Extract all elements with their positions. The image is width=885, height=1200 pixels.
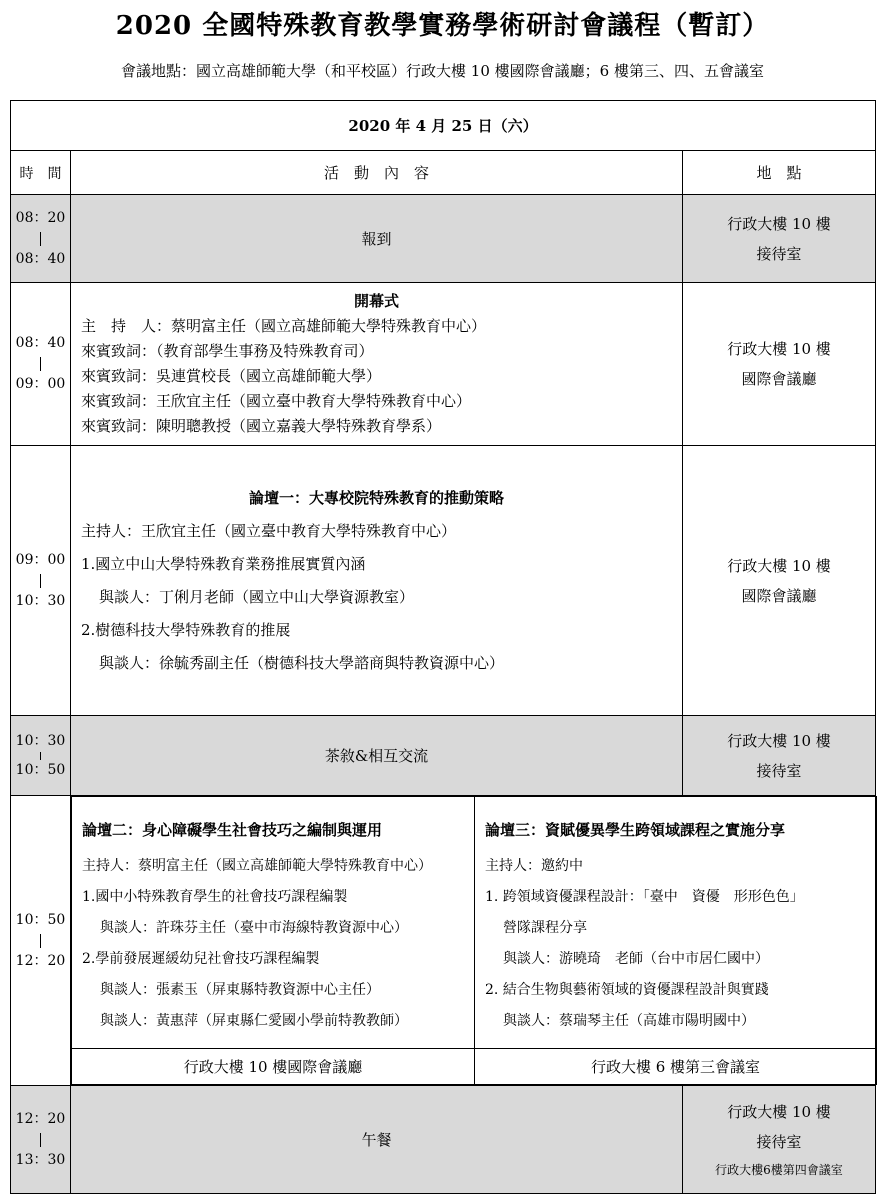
time-end: 13：30: [15, 1151, 66, 1168]
forum1-host: 主持人：王欣宜主任（國立臺中教育大學特殊教育中心）: [81, 521, 457, 540]
row-forums23: [11, 796, 876, 1086]
time-cell: [11, 716, 71, 796]
place-line: 行政大樓 10 樓: [727, 731, 831, 750]
time-start: 09：00: [15, 551, 66, 568]
place-cell: [683, 195, 876, 283]
forum3-block: [475, 797, 877, 1049]
time-start: 08：40: [15, 335, 66, 351]
place-cell: [683, 446, 876, 716]
activity-checkin: 報到: [71, 195, 683, 283]
agenda-table: [10, 100, 876, 1194]
header-place: 地 點: [683, 151, 876, 195]
forum2-panelist: 與談人：張素玉（屏東縣特教資源中心主任）: [100, 981, 380, 998]
time-start: 10：50: [15, 911, 66, 928]
parallel-forums: [71, 796, 876, 1086]
forum2-panelist: 與談人：黃惠萍（屏東縣仁愛國小學前特教教師）: [100, 1012, 408, 1029]
venue-line: 會議地點：國立高雄師範大學（和平校區）行政大樓 10 樓國際會議廳；6 樓第三、四、五會議室: [121, 62, 764, 80]
date-header: 2020 年 4 月 25 日（六）: [11, 101, 876, 151]
time-cell: [11, 283, 71, 446]
forum3-place: 行政大樓 6 樓第三會議室: [475, 1049, 877, 1085]
place-line: 接待室: [756, 761, 802, 780]
forum3-panelist: 與談人：游曉琦 老師（台中市居仁國中）: [503, 950, 769, 967]
place-line: 國際會議廳: [741, 586, 817, 605]
opening-line: 主 持 人：蔡明富主任（國立高雄師範大學特殊教育中心）: [81, 317, 487, 335]
forum3-host: 主持人：邀約中: [485, 857, 583, 874]
time-end: 12：20: [15, 952, 66, 969]
time-start: 12：20: [15, 1110, 66, 1127]
time-cell: [11, 1086, 71, 1194]
place-line: 行政大樓 10 樓: [727, 1102, 831, 1121]
forum1-panelist: 與談人：丁俐月老師（國立中山大學資源教室）: [99, 587, 415, 606]
time-end: 08：40: [15, 250, 66, 267]
forum2-host: 主持人：蔡明富主任（國立高雄師範大學特殊教育中心）: [82, 857, 432, 874]
header-content: 活 動 內 容: [71, 151, 683, 195]
place-cell: [683, 283, 876, 446]
forum1-title: 論壇一：大專校院特殊教育的推動策略: [248, 488, 504, 507]
place-line: 行政大樓 10 樓: [727, 340, 831, 358]
time-end: 10：30: [15, 592, 66, 609]
forum3-topic: 1. 跨領域資優課程設計：「臺中 資優 形形色色」: [485, 888, 804, 905]
opening-line: 來賓致詞：（教育部學生事務及特殊教育司）: [81, 342, 374, 360]
forum2-topic: 1.國中小特殊教育學生的社會技巧課程編製: [82, 888, 348, 905]
forum3-title: 論壇三：資賦優異學生跨領域課程之實施分享: [485, 820, 786, 839]
time-cell: [11, 796, 71, 1086]
activity-forum1: [71, 446, 683, 716]
row-forum1: [11, 446, 876, 716]
forum1-panelist: 與談人：徐毓秀副主任（樹德科技大學諮商與特教資源中心）: [99, 653, 505, 672]
forum1-topic: 2.樹德科技大學特殊教育的推展: [81, 620, 291, 639]
opening-title: 開幕式: [353, 292, 399, 310]
time-cell: [11, 195, 71, 283]
row-lunch: [11, 1086, 876, 1194]
activity-lunch: 午餐: [71, 1086, 683, 1194]
place-line: 行政大樓6樓第四會議室: [715, 1162, 843, 1177]
opening-line: 來賓致詞：陳明聰教授（國立嘉義大學特殊教育學系）: [81, 417, 442, 435]
time-start: 08：20: [15, 209, 66, 226]
place-line: 接待室: [756, 1132, 802, 1151]
opening-line: 來賓致詞：王欣宜主任（國立臺中教育大學特殊教育中心）: [81, 392, 472, 410]
place-line: 行政大樓 10 樓: [727, 556, 831, 575]
forum3-topic: 營隊課程分享: [503, 919, 587, 936]
time-end: 10：50: [15, 761, 66, 778]
page-title: 2020 全國特殊教育教學實務學術研討會議程（暫訂）: [115, 11, 770, 41]
opening-line: 來賓致詞：吳連賞校長（國立高雄師範大學）: [81, 367, 382, 385]
activity-tea: 茶敘&相互交流: [71, 716, 683, 796]
time-start: 10：30: [15, 732, 66, 749]
place-cell: [683, 1086, 876, 1194]
forum3-topic: 2. 結合生物與藝術領域的資優課程設計與實踐: [485, 981, 769, 998]
forum2-panelist: 與談人：許珠芬主任（臺中市海線特教資源中心）: [100, 919, 408, 936]
time-cell: [11, 446, 71, 716]
place-cell: [683, 716, 876, 796]
forum1-topic: 1.國立中山大學特殊教育業務推展實質內涵: [81, 554, 366, 573]
place-line: 行政大樓 10 樓: [727, 214, 831, 233]
forum2-topic: 2.學前發展遲緩幼兒社會技巧課程編製: [82, 950, 320, 967]
activity-opening: [71, 283, 683, 446]
place-line: 接待室: [756, 244, 802, 263]
header-time: 時 間: [11, 151, 71, 195]
forum2-place: 行政大樓 10 樓國際會議廳: [72, 1049, 475, 1085]
time-end: 09：00: [15, 376, 66, 392]
forum2-block: [72, 797, 475, 1049]
row-opening: [11, 283, 876, 446]
row-tea: [11, 716, 876, 796]
forum3-panelist: 與談人：蔡瑞琴主任（高雄市陽明國中）: [503, 1012, 755, 1029]
row-checkin: [11, 195, 876, 283]
place-line: 國際會議廳: [741, 370, 817, 388]
forum2-title: 論壇二：身心障礙學生社會技巧之編制與運用: [82, 820, 383, 839]
